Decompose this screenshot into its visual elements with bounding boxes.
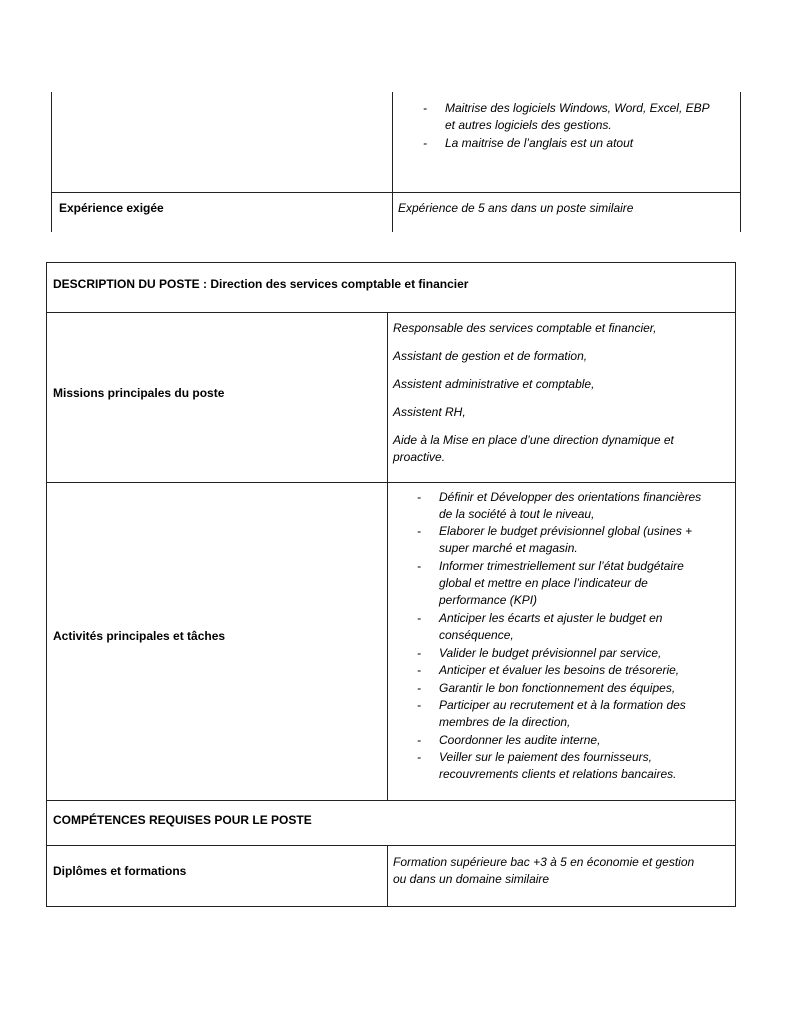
missions-label: Missions principales du poste [53,386,225,400]
activity-line: membres de la direction, [439,715,571,729]
activity-line: Coordonner les audite interne, [439,733,601,747]
section-header-description: DESCRIPTION DU POSTE : Direction des services comptable et financier [53,277,469,291]
skill-item-line: Maitrise des logiciels Windows, Word, Excel, EBP [445,101,710,115]
activity-line: Définir et Développer des orientations financières [439,490,702,504]
diplomas-value-line: ou dans un domaine similaire [393,872,550,886]
activity-line: performance (KPI) [439,593,538,607]
activity-line: conséquence, [439,628,514,642]
skill-item-line: La maitrise de l’anglais est un atout [445,136,634,150]
activity-line: Anticiper et évaluer les besoins de trésorerie, [439,663,680,677]
activity-line: Informer trimestriellement sur l’état budgétaire [439,559,684,573]
activity-line: Participer au recrutement et à la formation des [439,698,686,712]
activity-line: Anticiper les écarts et ajuster le budget en [439,611,663,625]
activity-line: Garantir le bon fonctionnement des équipes, [439,681,676,695]
activity-line: Valider le budget prévisionnel par service, [439,646,662,660]
mission-item: Responsable des services comptable et financier, [393,321,657,335]
mission-item: Assistent administrative et comptable, [393,377,595,391]
activity-line: de la société à tout le niveau, [439,507,595,521]
mission-item: proactive. [393,450,446,464]
activity-line: Elaborer le budget prévisionnel global (usines + [439,524,693,538]
activity-line: super marché et magasin. [439,541,578,555]
section-header-competences: COMPÉTENCES REQUISES POUR LE POSTE [53,813,312,827]
diplomas-label: Diplômes et formations [53,864,187,878]
diplomas-value-line: Formation supérieure bac +3 à 5 en économie et gestion [393,855,695,869]
activity-line: recouvrements clients et relations bancaires. [439,767,677,781]
experience-label: Expérience exigée [59,201,164,215]
bullet-dash: - [423,136,427,150]
activity-line: Veiller sur le paiement des fournisseurs, [439,750,652,764]
mission-item: Assistant de gestion et de formation, [393,349,588,363]
skill-item-line: et autres logiciels des gestions. [445,118,612,132]
mission-item: Aide à la Mise en place d’une direction dynamique et [393,433,674,447]
bullet-dash: - [423,101,427,115]
mission-item: Assistent RH, [393,405,466,419]
activities-label: Activités principales et tâches [53,629,226,643]
activity-line: global et mettre en place l’indicateur de [439,576,648,590]
experience-value: Expérience de 5 ans dans un poste similaire [398,201,634,215]
